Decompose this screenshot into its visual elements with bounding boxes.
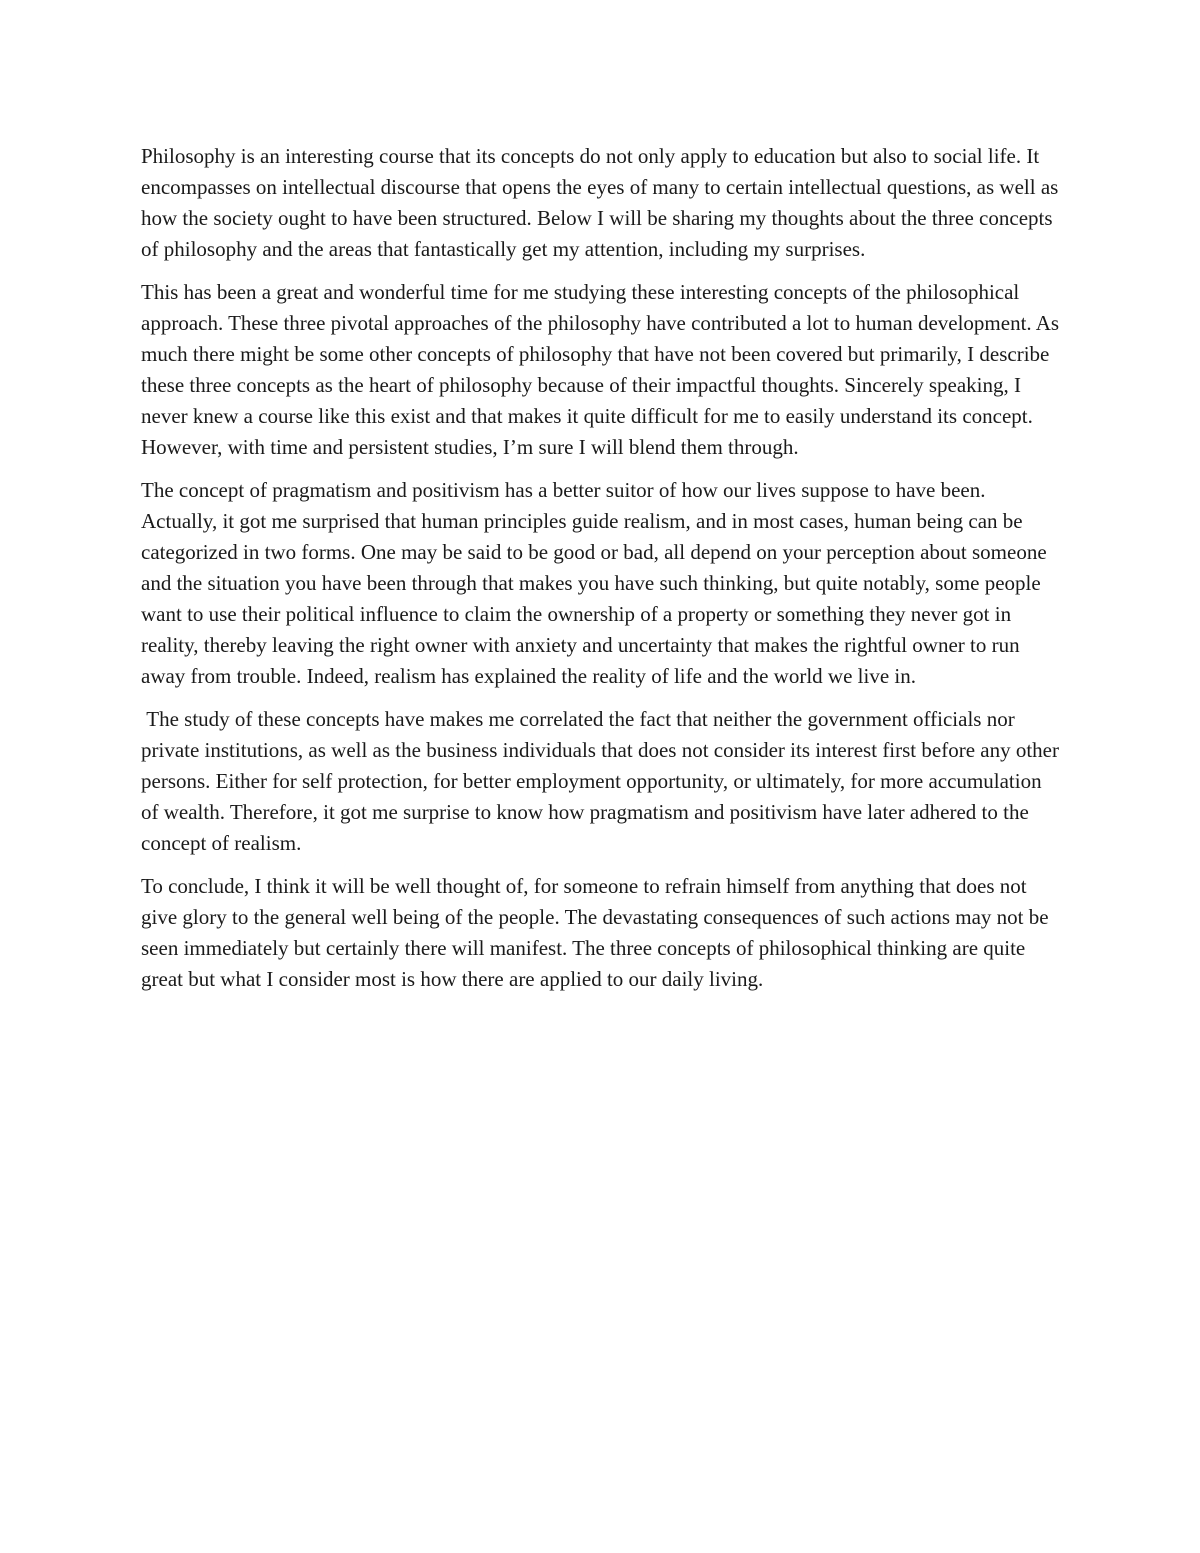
- paragraph-5: To conclude, I think it will be well thought of, for someone to refrain himself from anything that does not give glory to the general well being of the people. The devastating consequences of such actions may not be seen immediately but certainly there will manifest. The three concepts of philosophical thinking are quite great but what I consider most is how there are applied to our daily living.: [141, 874, 1049, 991]
- paragraph-4: The study of these concepts have makes me correlated the fact that neither the government officials nor private institutions, as well as the business individuals that does not consider its interest first before any other persons. Either for self protection, for better employment opportunity, or ultimately, for more accumulation of wealth. Therefore, it got me surprise to know how pragmatism and positivism have later adhered to the concept of realism.: [141, 707, 1059, 855]
- paragraph-2: This has been a great and wonderful time for me studying these interesting concepts of the philosophical approach. These three pivotal approaches of the philosophy have contributed a lot to human development. As much there might be some other concepts of philosophy that have not been covered but primarily, I describe these three concepts as the heart of philosophy because of their impactful thoughts. Sincerely speaking, I never knew a course like this exist and that makes it quite difficult for me to easily understand its concept. However, with time and persistent studies, I’m sure I will blend them through.: [141, 280, 1060, 459]
- paragraph-1: Philosophy is an interesting course that its concepts do not only apply to education but also to social life. It encompasses on intellectual discourse that opens the eyes of many to certain intellectual questions, as well as how the society ought to have been structured. Below I will be sharing my thoughts about the three concepts of philosophy and the areas that fantastically get my attention, including my surprises.: [141, 144, 1059, 261]
- document-body: [141, 141, 1061, 1007]
- paragraph-3: The concept of pragmatism and positivism has a better suitor of how our lives suppose to have been. Actually, it got me surprised that human principles guide realism, and in most cases, human being can be categorized in two forms. One may be said to be good or bad, all depend on your perception about someone and the situation you have been through that makes you have such thinking, but quite notably, some people want to use their political influence to claim the ownership of a property or something they never got in reality, thereby leaving the right owner with anxiety and uncertainty that makes the rightful owner to run away from trouble. Indeed, realism has explained the reality of life and the world we live in.: [141, 478, 1047, 688]
